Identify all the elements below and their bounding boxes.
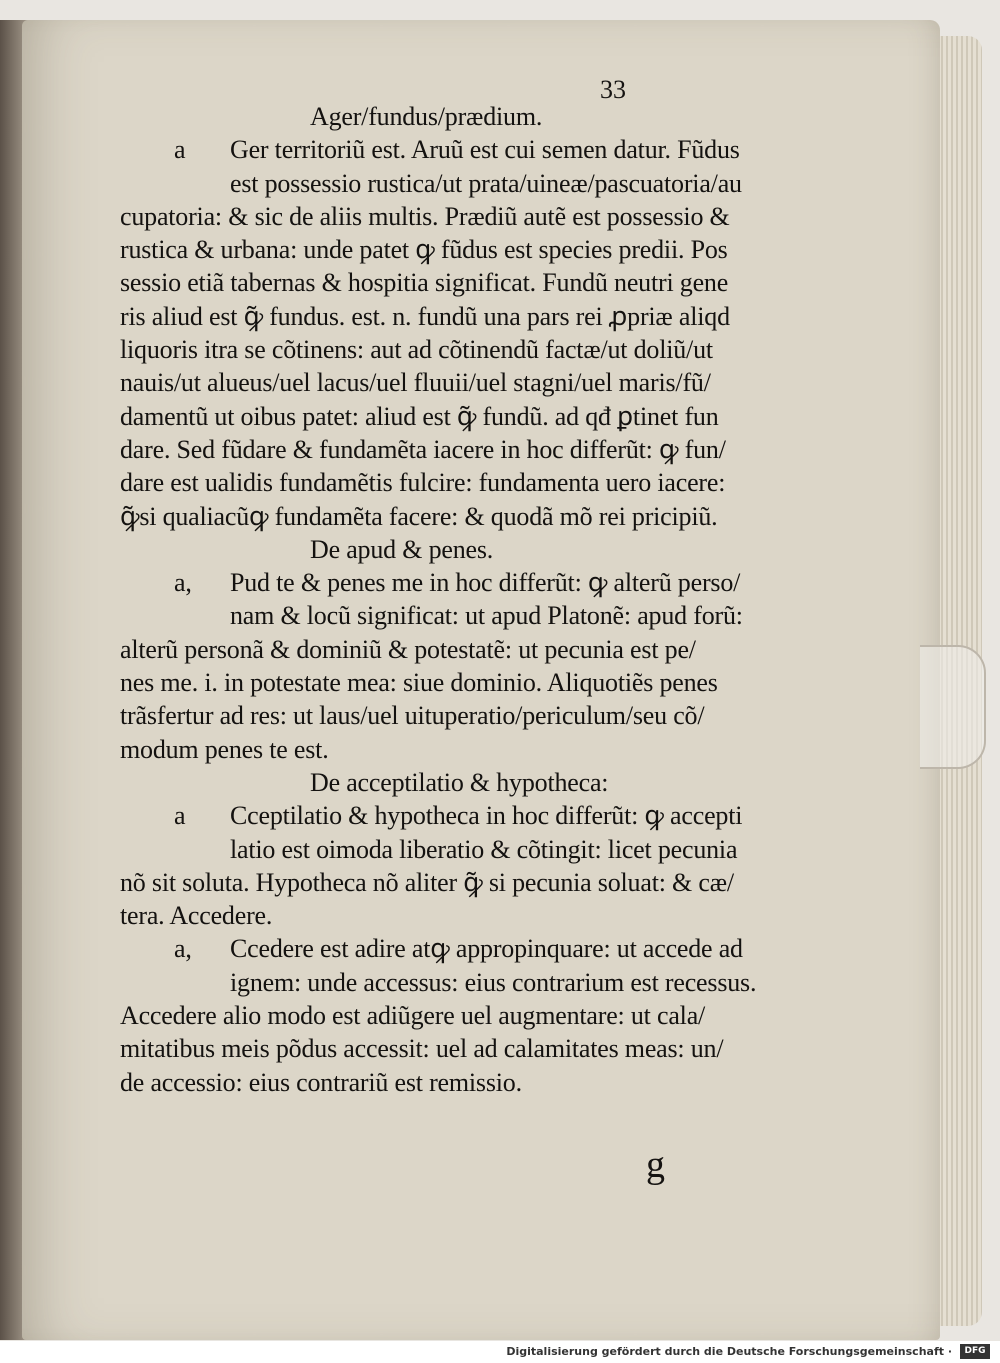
marginal-letter: a, (174, 568, 192, 598)
line-text: De apud & penes. (310, 534, 494, 564)
line-text: Cceptilatio & hypotheca in hoc differũt: ꝙ accepti (230, 801, 743, 831)
line-text: de accessio: eius contrariũ est remissio. (120, 1067, 522, 1097)
page-text-block (120, 100, 780, 1099)
text-line (120, 866, 780, 899)
marginal-letter: a, (174, 934, 192, 964)
text-line (120, 433, 780, 466)
text-line (120, 200, 780, 233)
line-text: damentũ ut oibus patet: aliud est ꝙ̃ fundũ. ad qđ ꝑtinet fun (120, 401, 719, 431)
line-text: cupatoria: & sic de aliis multis. Prædiũ autẽ est possessio & (120, 201, 730, 231)
marginal-letter: a (174, 135, 186, 165)
page-tab (920, 645, 986, 769)
section-heading (120, 766, 780, 799)
footer-bar (0, 1341, 1000, 1363)
line-text: trãsfertur ad res: ut laus/uel uituperatio/periculum/seu cõ/ (120, 701, 705, 731)
line-text: Ger territoriũ est. Aruũ est cui semen datur. Fũdus (230, 135, 740, 165)
text-line (120, 266, 780, 299)
text-line (120, 733, 780, 766)
text-line (120, 1032, 780, 1065)
line-text: ignem: unde accessus: eius contrarium est recessus. (230, 967, 757, 997)
text-line (120, 999, 780, 1032)
line-text: nam & locũ significat: ut apud Platonẽ: apud forũ: (230, 601, 743, 631)
text-line (120, 666, 780, 699)
line-text: ris aliud est ꝙ̃ fundus. est. n. fundũ una pars rei ꝓpriæ aliqd (120, 301, 730, 331)
line-text: Accedere alio modo est adiũgere uel augmentare: ut cala/ (120, 1001, 706, 1031)
line-text: De acceptilatio & hypotheca: (310, 767, 609, 797)
marginal-letter: a (174, 801, 186, 831)
line-text: dare. Sed fũdare & fundamẽta iacere in hoc differũt: ꝙ fun/ (120, 434, 726, 464)
line-text: Ccedere est adire atꝙ appropinquare: ut accede ad (230, 934, 743, 964)
line-text: sessio etiã tabernas & hospitia significat. Fundũ neutri gene (120, 268, 729, 298)
text-line (120, 899, 780, 932)
line-text: ꝙ̃si qualiacũꝙ fundamẽta facere: & quodã mõ rei pricipiũ. (120, 501, 718, 531)
text-line (120, 932, 780, 965)
line-text: alterũ personã & dominiũ & potestatẽ: ut pecunia est pe/ (120, 634, 696, 664)
text-line (120, 333, 780, 366)
text-line (120, 566, 780, 599)
text-line (120, 167, 780, 200)
signature-mark: g (646, 1144, 665, 1186)
line-text: est possessio rustica/ut prata/uineæ/pascuatoria/au (230, 168, 742, 198)
line-text: nõ sit soluta. Hypotheca nõ aliter ꝙ̃ si pecunia soluat: & cæ/ (120, 867, 734, 897)
text-line (120, 466, 780, 499)
line-text: tera. Accedere. (120, 901, 273, 931)
section-heading (120, 100, 780, 133)
text-line (120, 500, 780, 533)
text-line (120, 400, 780, 433)
line-text: dare est ualidis fundamẽtis fulcire: fundamenta uero iacere: (120, 468, 726, 498)
footer-credit: Digitalisierung gefördert durch die Deutsche Forschungsgemeinschaft · (506, 1345, 952, 1358)
text-line (120, 300, 780, 333)
dfg-logo: DFG (960, 1344, 990, 1359)
line-text: nauis/ut alueus/uel lacus/uel fluuii/uel stagni/uel maris/fũ/ (120, 368, 711, 398)
folio-number: 33 (600, 75, 626, 104)
text-line (120, 833, 780, 866)
text-line (120, 633, 780, 666)
text-line (120, 799, 780, 832)
text-line (120, 1066, 780, 1099)
text-line (120, 599, 780, 632)
line-text: rustica & urbana: unde patet ꝙ fũdus est species predii. Pos (120, 235, 728, 265)
text-line (120, 366, 780, 399)
line-text: Ager/fundus/prædium. (310, 102, 543, 131)
text-line (120, 966, 780, 999)
line-text: Pud te & penes me in hoc differũt: ꝙ alterũ perso/ (230, 568, 741, 598)
line-text: latio est oimoda liberatio & cõtingit: licet pecunia (230, 834, 738, 864)
section-heading (120, 533, 780, 566)
line-text: liquoris itra se cõtinens: aut ad cõtinendũ factæ/ut doliũ/ut (120, 335, 713, 365)
text-line (120, 233, 780, 266)
line-text: mitatibus meis põdus accessit: uel ad calamitates meas: un/ (120, 1034, 724, 1064)
line-text: nes me. i. in potestate mea: siue dominio. Aliquotiẽs penes (120, 668, 718, 698)
text-line (120, 699, 780, 732)
line-text: modum penes te est. (120, 734, 329, 764)
text-line (120, 133, 780, 166)
